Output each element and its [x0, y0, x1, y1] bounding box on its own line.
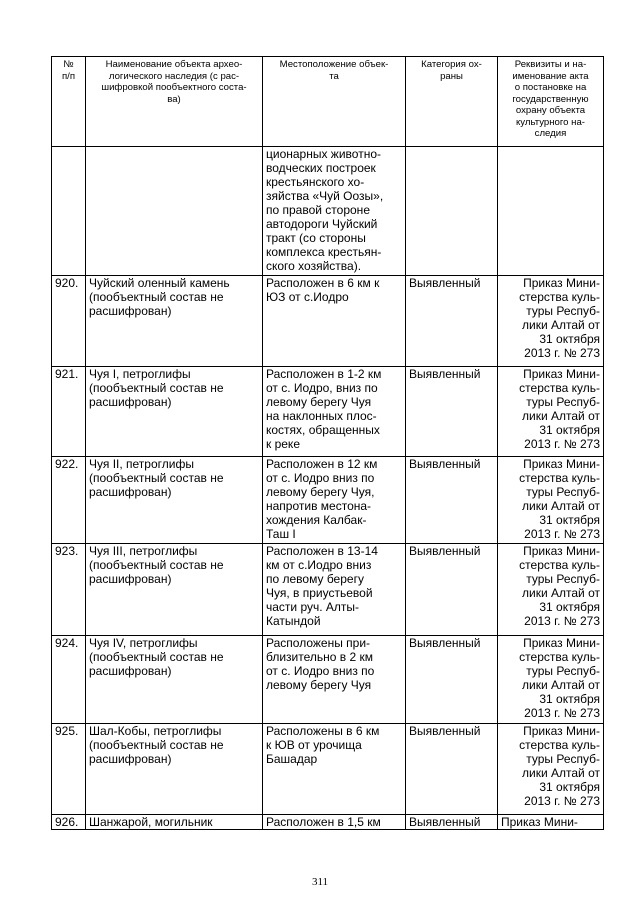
cell-category [406, 147, 498, 276]
cell-act: Приказ Мини- стерства куль- туры Респуб- лики Алтай от 31 октября 2013 г. № 273 [498, 544, 604, 636]
cell-location: Расположен в 1-2 км от с. Иодро, вниз по левому берегу Чуя на наклонных плос- костях, обращенных к реке [263, 367, 406, 457]
cell-act: Приказ Мини- стерства куль- туры Респуб- лики Алтай от 31 октября 2013 г. № 273 [498, 457, 604, 544]
cell-name: Чуя IV, петроглифы (пообъектный состав не расшифрован) [86, 636, 263, 724]
cell-number: 920. [52, 276, 86, 367]
cell-category: Выявленный [406, 367, 498, 457]
cell-number: 921. [52, 367, 86, 457]
cell-location: Расположены в 6 км к ЮВ от урочища Башадар [263, 724, 406, 815]
cell-category: Выявленный [406, 457, 498, 544]
cell-category: Выявленный [406, 724, 498, 815]
cell-category: Выявленный [406, 815, 498, 830]
cell-location: ционарных животно- водческих построек крестьянского хо- зяйства «Чуй Оозы», по правой стороне автодороги Чуйский тракт (со стороны комплекса крестьян- ского хозяйства). [263, 147, 406, 276]
page-number: 311 [311, 876, 329, 888]
table-row [52, 724, 604, 815]
cell-act: Приказ Мини- стерства куль- туры Респуб- лики Алтай от 31 октября 2013 г. № 273 [498, 724, 604, 815]
cell-category: Выявленный [406, 544, 498, 636]
cell-number [52, 147, 86, 276]
cell-act: Приказ Мини- стерства куль- туры Респуб- лики Алтай от 31 октября 2013 г. № 273 [498, 276, 604, 367]
header-protection-category: Категория ох- раны [406, 57, 498, 147]
cell-name: Шал-Кобы, петроглифы (пообъектный состав не расшифрован) [86, 724, 263, 815]
header-act-details: Реквизиты и на- именование акта о постановке на государственную охрану объекта культурного на- следия [498, 57, 604, 147]
cell-act: Приказ Мини- стерства куль- туры Респуб- лики Алтай от 31 октября 2013 г. № 273 [498, 367, 604, 457]
cell-act: Приказ Мини- стерства куль- туры Респуб- лики Алтай от 31 октября 2013 г. № 273 [498, 636, 604, 724]
cell-name: Чуя III, петроглифы (пообъектный состав не расшифрован) [86, 544, 263, 636]
cell-name [86, 147, 263, 276]
table-header-row [52, 57, 604, 147]
table-row [52, 276, 604, 367]
cell-name: Чуйский оленный камень (пообъектный состав не расшифрован) [86, 276, 263, 367]
table-row [52, 636, 604, 724]
table-row [52, 815, 604, 830]
cell-name: Шанжарой, могильник [86, 815, 263, 830]
cell-category: Выявленный [406, 636, 498, 724]
cell-act [498, 147, 604, 276]
cell-act: Приказ Мини- [498, 815, 604, 830]
cell-location: Расположен в 1,5 км [263, 815, 406, 830]
cell-location: Расположен в 6 км к ЮЗ от с.Иодро [263, 276, 406, 367]
cell-location: Расположены при- близительно в 2 км от с. Иодро вниз по левому берегу Чуя [263, 636, 406, 724]
cell-number: 922. [52, 457, 86, 544]
table-row-continuation [52, 147, 604, 276]
table-row [52, 544, 604, 636]
header-location: Местоположение объек- та [263, 57, 406, 147]
table-row [52, 457, 604, 544]
cell-name: Чуя I, петроглифы (пообъектный состав не расшифрован) [86, 367, 263, 457]
heritage-register-table [51, 56, 604, 830]
cell-location: Расположен в 13-14 км от с.Иодро вниз по левому берегу Чуя, в приустьевой части руч. Алты- Катындой [263, 544, 406, 636]
cell-name: Чуя II, петроглифы (пообъектный состав не расшифрован) [86, 457, 263, 544]
cell-category: Выявленный [406, 276, 498, 367]
header-object-name: Наименование объекта архео- логического наследия (с рас- шифровкой пообъектного соста- ва) [86, 57, 263, 147]
cell-location: Расположен в 12 км от с. Иодро вниз по левому берегу Чуя, напротив местона- хождения Калбак- Таш I [263, 457, 406, 544]
table-row [52, 367, 604, 457]
cell-number: 923. [52, 544, 86, 636]
cell-number: 925. [52, 724, 86, 815]
cell-number: 924. [52, 636, 86, 724]
cell-number: 926. [52, 815, 86, 830]
header-number: № п/п [52, 57, 86, 147]
